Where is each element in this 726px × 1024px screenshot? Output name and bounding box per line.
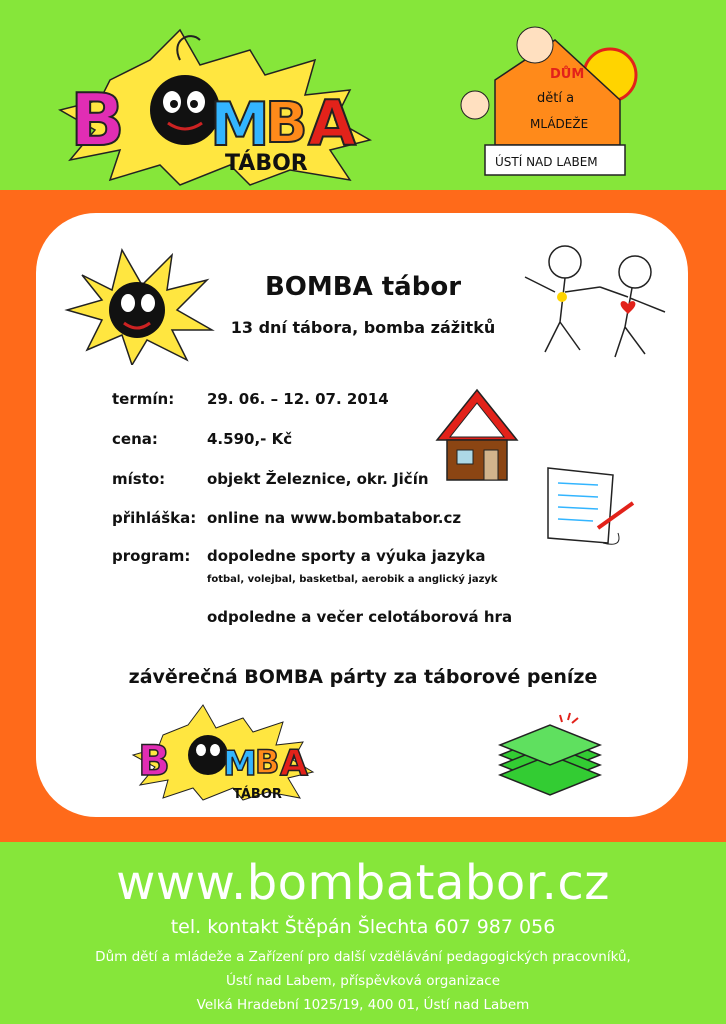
bomba-logo-bottom xyxy=(128,700,318,805)
program-afternoon: odpoledne a večer celotáborová hra xyxy=(207,608,513,626)
label-prihlaska: přihláška: xyxy=(112,509,197,527)
footer-org-line1: Dům dětí a mládeže a Zařízení pro další vzdělávání pedagogických pracovníků, xyxy=(95,949,631,965)
boy-head-icon xyxy=(461,91,489,119)
bottom-letter-m: M xyxy=(223,744,257,784)
ddm-logo xyxy=(455,10,645,182)
card-subtitle: 13 dní tábora, bomba zážitků xyxy=(230,318,496,337)
logo-letter-m: M xyxy=(210,90,270,160)
footer-url[interactable]: www.bombatabor.cz xyxy=(116,855,610,911)
heart-icon xyxy=(621,301,636,314)
value-cena: 4.590,- Kč xyxy=(207,430,293,448)
footer-org-line3: Velká Hradební 1025/19, 400 01, Ústí nad Labem xyxy=(196,997,530,1013)
logo-letter-b: B xyxy=(70,78,125,162)
ddm-line4: ÚSTÍ NAD LABEM xyxy=(495,155,598,169)
house-icon xyxy=(432,385,522,485)
value-program: dopoledne sporty a výuka jazyka xyxy=(207,547,486,565)
value-prihlaska: online na www.bombatabor.cz xyxy=(207,509,462,527)
money-stack-icon xyxy=(490,710,610,800)
logo-letter-b2: B xyxy=(265,91,308,156)
ddm-line2: dětí a xyxy=(537,91,575,106)
label-termin: termín: xyxy=(112,390,175,408)
label-misto: místo: xyxy=(112,470,166,488)
bottom-letter-b2: B xyxy=(255,743,280,781)
logo-letter-a: A xyxy=(308,87,356,160)
party-text: závěrečná BOMBA párty za táborové peníze xyxy=(128,666,598,688)
value-misto: objekt Železnice, okr. Jičín xyxy=(207,470,429,488)
ddm-line1: DŮM xyxy=(550,67,585,82)
bottom-letter-a: A xyxy=(280,743,308,784)
value-termin: 29. 06. – 12. 07. 2014 xyxy=(207,390,389,408)
card-title: BOMBA tábor xyxy=(264,272,462,302)
label-program: program: xyxy=(112,547,191,565)
girl-head-icon xyxy=(517,27,553,63)
program-detail: fotbal, volejbal, basketbal, aerobik a anglický jazyk xyxy=(207,574,498,585)
logo-subtitle: TÁBOR xyxy=(225,151,308,176)
footer-org-line2: Ústí nad Labem, příspěvková organizace xyxy=(225,973,501,989)
paper-pen-icon xyxy=(543,463,638,553)
label-cena: cena: xyxy=(112,430,158,448)
bomba-logo-top xyxy=(50,20,380,190)
bottom-letter-b: B xyxy=(138,736,171,785)
ddm-line3: MLÁDEŽE xyxy=(530,117,589,131)
footer-tel: tel. kontakt Štěpán Šlechta 607 987 056 xyxy=(170,916,556,938)
bottom-subtitle: TÁBOR xyxy=(233,787,282,802)
